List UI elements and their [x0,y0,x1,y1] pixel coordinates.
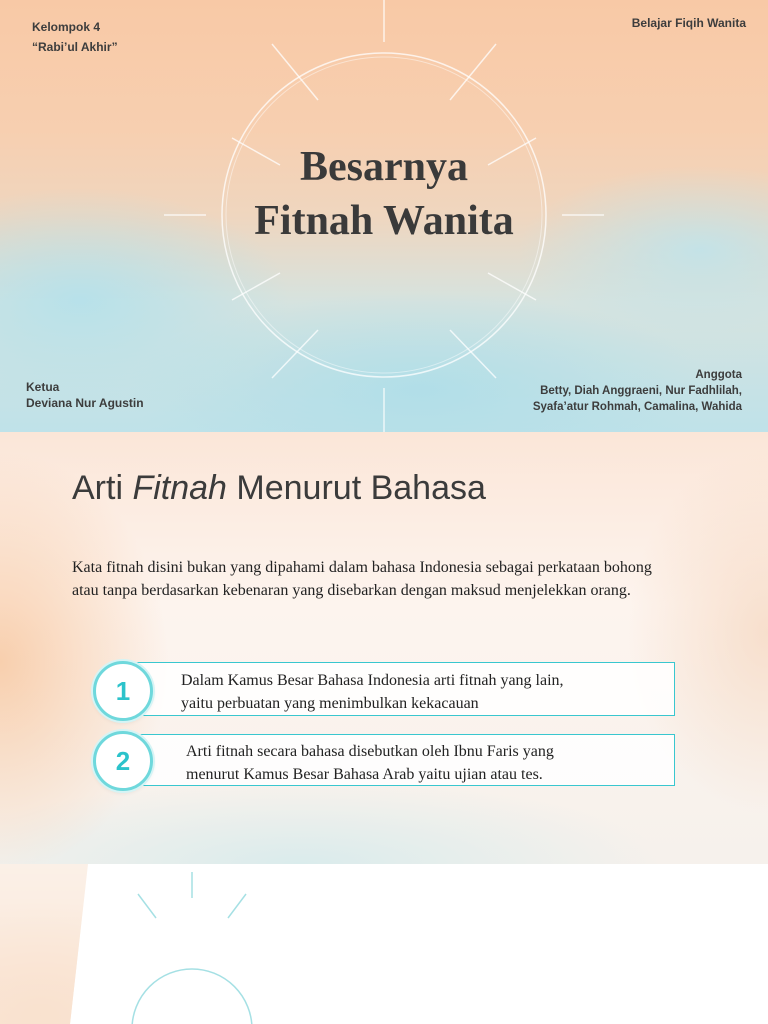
leader-name: Deviana Nur Agustin [26,396,144,410]
section-title-prefix: Arti [72,469,123,507]
main-title-line-1: Besarnya [300,144,468,190]
section-title [72,468,486,508]
course-subject: Belajar Fiqih Wanita [631,16,746,30]
point-2-line-2: menurut Kamus Besar Bahasa Arab yaitu ujian atau tes. [186,766,543,783]
point-2-line-1: Arti fitnah secara bahasa disebutkan oleh Ibnu Faris yang [186,743,554,760]
members-label: Anggota [695,369,742,381]
point-2-number-badge: 2 [93,731,153,791]
next-slide-partial [0,864,768,1024]
point-1-box [130,662,675,716]
group-label: Kelompok 4 [32,20,101,34]
members-line-1: Betty, Diah Anggraeni, Nur Fadhlilah, [540,385,742,397]
title-slide [0,0,768,432]
group-name: “Rabi’ul Akhir” [32,40,118,54]
leader-label: Ketua [26,380,60,394]
point-1-line-1: Dalam Kamus Besar Bahasa Indonesia arti fitnah yang lain, [181,672,564,689]
point-1-number-badge: 1 [93,661,153,721]
content-slide [0,432,768,864]
main-title-line-2: Fitnah Wanita [254,198,514,244]
main-title [184,140,584,248]
members-line-2: Syafa’atur Rohmah, Camalina, Wahida [532,401,742,413]
intro-paragraph: Kata fitnah disini bukan yang dipahami dalam bahasa Indonesia sebagai perkataan bohong atau tanpa berdasarkan kebenaran yang disebarkan dengan maksud menjelekkan orang. [72,559,652,599]
point-1-line-2: yaitu perbuatan yang menimbulkan kekacauan [181,695,479,712]
section-title-suffix: Menurut Bahasa [236,469,486,507]
point-2-box [130,734,675,786]
section-title-italic: Fitnah [132,469,227,507]
slide-decoration [0,864,768,1024]
